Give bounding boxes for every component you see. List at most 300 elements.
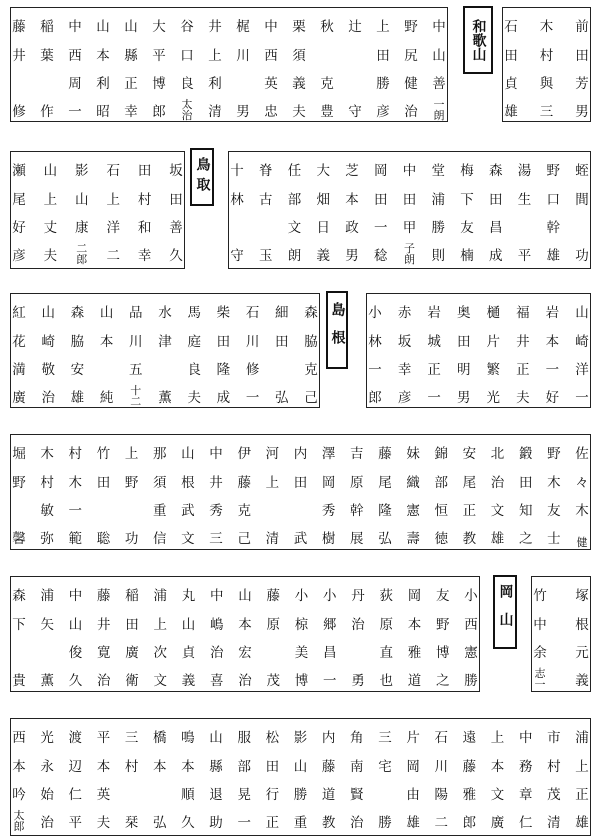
name-char: 柴	[216, 305, 231, 321]
name-char: 河	[265, 446, 280, 462]
name-char: 勝	[464, 673, 478, 689]
name-char: 錦	[434, 446, 448, 462]
name-char: 郎	[368, 390, 382, 406]
name-char: 上	[265, 475, 280, 491]
name-char: 平	[517, 248, 532, 264]
name-char: 太 治	[181, 98, 193, 122]
name-char: 雄	[546, 248, 560, 264]
name-char: 田	[456, 334, 471, 350]
name-char: 野	[436, 617, 450, 633]
name-char: 稲	[40, 19, 54, 35]
name-char: 伊	[237, 446, 251, 462]
name-char: 光	[486, 390, 501, 406]
name-char: 幸	[397, 362, 412, 378]
name-char: 南	[350, 759, 364, 775]
name-char: 行	[265, 787, 280, 803]
name-char: 友	[436, 588, 450, 604]
name-char: 森	[12, 588, 26, 604]
name-char: 渡	[68, 730, 83, 746]
name-char: 遠	[462, 730, 477, 746]
name-char: 根	[575, 617, 589, 633]
name-char: 岡	[374, 163, 388, 179]
name-char: 好	[12, 220, 26, 236]
name-char: 村	[68, 446, 83, 462]
name-char: 三	[539, 104, 554, 120]
name-char: 英	[96, 787, 111, 803]
name-char: 昌	[323, 645, 337, 661]
name-char: 村	[40, 475, 54, 491]
name-char: 男	[456, 390, 471, 406]
name-char: 治	[351, 617, 365, 633]
name-char: 影	[75, 163, 89, 179]
name-char: 貞	[504, 76, 518, 92]
name-char: 矢	[40, 617, 54, 633]
name-char: 森	[304, 305, 318, 321]
name-char: 久	[181, 815, 195, 831]
name-char: 義	[181, 673, 196, 689]
name-char: 夫	[43, 248, 58, 264]
name-char: 治	[490, 475, 505, 491]
name-char: 丹	[351, 588, 365, 604]
name-char: 岩	[545, 305, 560, 321]
name-char: 勝	[431, 220, 445, 236]
name-char: 男	[236, 104, 250, 120]
name-char: 間	[575, 192, 589, 208]
name-char: 一	[545, 362, 560, 378]
name-char: 田	[489, 192, 503, 208]
name-char: 幹	[546, 220, 560, 236]
name-char: 花	[12, 334, 26, 350]
name-char: 治	[210, 645, 224, 661]
name-char: 山	[575, 305, 589, 321]
name-char: 志 一	[534, 667, 546, 691]
name-char: 直	[379, 645, 393, 661]
name-char: 修	[12, 104, 26, 120]
name-char: 塚	[575, 588, 589, 604]
name-char: 川	[245, 334, 260, 350]
name-char: 康	[75, 220, 89, 236]
name-char: 古	[259, 192, 273, 208]
name-char: 庭	[187, 334, 201, 350]
name-char: 北	[490, 446, 505, 462]
name-char: 藤	[237, 475, 251, 491]
name-char: 樹	[321, 531, 336, 547]
name-char: 良	[180, 76, 194, 92]
name-char: 己	[237, 531, 251, 547]
name-char: 須	[292, 48, 306, 64]
name-char: 栞	[124, 815, 139, 831]
name-char: 永	[40, 759, 54, 775]
name-char: 廣	[490, 815, 505, 831]
name-char: 洋	[106, 220, 120, 236]
name-char: 功	[575, 248, 589, 264]
name-char: 克	[320, 76, 334, 92]
name-char: 博	[294, 673, 309, 689]
name-char: 本	[345, 192, 359, 208]
name-char: 安	[462, 446, 477, 462]
name-char: 順	[181, 787, 195, 803]
name-char: 津	[158, 334, 172, 350]
name-char: 樋	[486, 305, 501, 321]
name-char: 村	[124, 759, 139, 775]
name-char: 貞	[181, 645, 196, 661]
name-char: 品	[129, 305, 143, 321]
name-char: 山	[99, 305, 114, 321]
pref-label-tottori	[190, 148, 214, 206]
name-char: 井	[209, 475, 223, 491]
name-char: 野	[404, 19, 418, 35]
name-char: 善	[169, 220, 183, 236]
name-char: 椋	[294, 617, 309, 633]
name-char: 秀	[209, 503, 223, 519]
name-char: 林	[368, 334, 382, 350]
name-char: 一 朗	[433, 98, 445, 122]
name-char: 正	[427, 362, 441, 378]
name-char: 福	[516, 305, 530, 321]
name-char: 雄	[406, 815, 420, 831]
name-char: 森	[70, 305, 85, 321]
name-char: 士	[547, 531, 561, 547]
name-char: 村	[547, 759, 561, 775]
name-char: 美	[294, 645, 309, 661]
name-char: 三	[378, 730, 392, 746]
name-char: 尻	[404, 48, 418, 64]
name-char: 恒	[434, 503, 448, 519]
name-char: 利	[208, 76, 222, 92]
name-char: 岡	[407, 588, 422, 604]
name-char: 山	[432, 48, 446, 64]
name-char: 治	[238, 673, 252, 689]
name-char: 上	[153, 617, 167, 633]
name-char: 石	[504, 19, 518, 35]
name-char: 部	[287, 192, 302, 208]
name-char: 一	[68, 503, 83, 519]
name-char: 清	[208, 104, 222, 120]
name-char: 彦	[12, 248, 26, 264]
name-char: 廣	[125, 645, 139, 661]
name-char: 文	[181, 531, 195, 547]
name-char: 夫	[96, 815, 111, 831]
name-char: 薫	[40, 673, 54, 689]
name-char: 平	[68, 815, 83, 831]
name-char: 五	[129, 362, 143, 378]
name-char: 妹	[406, 446, 420, 462]
name-char: 一	[575, 390, 589, 406]
name-char: 口	[180, 48, 194, 64]
name-char: 須	[153, 475, 167, 491]
name-char: 郷	[323, 617, 337, 633]
name-char: 郎	[152, 104, 166, 120]
name-char: 服	[237, 730, 251, 746]
name-char: 文	[287, 220, 302, 236]
name-char: 坂	[397, 334, 412, 350]
name-char: 文	[490, 787, 505, 803]
name-char: 一	[323, 673, 337, 689]
name-char: 治	[404, 104, 418, 120]
name-char: 男	[575, 104, 589, 120]
name-char: 田	[402, 192, 417, 208]
name-char: 上	[124, 446, 139, 462]
name-char: 重	[153, 503, 167, 519]
name-char: 木	[68, 475, 83, 491]
name-char: 上	[376, 19, 390, 35]
name-char: 堀	[12, 446, 26, 462]
name-char: 和	[137, 220, 152, 236]
name-char: 晃	[237, 787, 251, 803]
name-char: 聡	[96, 531, 111, 547]
name-char: 秀	[321, 503, 336, 519]
name-char: 木	[547, 475, 561, 491]
name-char: 野	[546, 163, 560, 179]
name-char: 石	[245, 305, 260, 321]
name-char: 山	[68, 617, 83, 633]
name-char: 葉	[40, 48, 54, 64]
name-char: 明	[456, 362, 471, 378]
name-char: 竹	[533, 588, 547, 604]
name-char: 田	[376, 48, 390, 64]
name-char: 平	[152, 48, 166, 64]
name-char: 治	[350, 815, 364, 831]
name-char: 治	[41, 390, 55, 406]
name-char: 川	[434, 759, 448, 775]
name-char: 澤	[321, 446, 336, 462]
name-char: 井	[208, 19, 222, 35]
name-char: 幹	[350, 503, 364, 519]
name-char: 尾	[12, 192, 26, 208]
name-char: 嶋	[210, 617, 224, 633]
name-char: 郎	[462, 815, 477, 831]
name-char: 田	[275, 334, 289, 350]
name-char: 光	[40, 730, 54, 746]
name-char: 藤	[321, 759, 336, 775]
name-char: 清	[547, 815, 561, 831]
name-char: 田	[216, 334, 231, 350]
name-char: 敬	[41, 362, 55, 378]
name-char: 浦	[575, 730, 589, 746]
name-char: 石	[106, 163, 120, 179]
name-char: 寛	[97, 645, 111, 661]
name-char: 細	[275, 305, 289, 321]
name-char: 梶	[236, 19, 250, 35]
name-char: 久	[68, 673, 83, 689]
name-char: 一	[68, 104, 82, 120]
name-char: 山	[238, 588, 252, 604]
name-char: 梅	[460, 163, 474, 179]
name-char: 前	[575, 19, 589, 35]
pref-label-wakayama	[463, 6, 493, 74]
name-char: 武	[293, 531, 308, 547]
name-char: 本	[96, 48, 110, 64]
name-char: 尾	[462, 475, 477, 491]
name-char: 平	[96, 730, 111, 746]
name-char: 石	[434, 730, 448, 746]
name-char: 己	[304, 390, 318, 406]
name-char: 田	[265, 759, 280, 775]
name-char: 脊	[259, 163, 273, 179]
name-char: 中	[68, 19, 82, 35]
name-char: 章	[518, 787, 533, 803]
name-char: 馨	[12, 531, 26, 547]
name-char: 山	[124, 19, 138, 35]
name-char: 吉	[350, 446, 364, 462]
name-char: 守	[348, 104, 362, 120]
name-char: 満	[12, 362, 26, 378]
name-char: 那	[153, 446, 167, 462]
name-char: 勝	[376, 76, 390, 92]
name-char: 楠	[460, 248, 474, 264]
name-char: 三	[124, 730, 139, 746]
name-char: 丈	[43, 220, 58, 236]
name-char: 一	[245, 390, 260, 406]
name-char: 中	[402, 163, 417, 179]
name-char: 村	[137, 192, 152, 208]
name-char: 純	[99, 390, 114, 406]
name-char: 藤	[462, 759, 477, 775]
name-char: 吟	[12, 787, 26, 803]
name-char: 雅	[407, 645, 422, 661]
name-char: 井	[97, 617, 111, 633]
name-char: 武	[181, 503, 195, 519]
name-char: 功	[124, 531, 139, 547]
name-char: 木	[40, 446, 54, 462]
name-char: 市	[547, 730, 561, 746]
pref-label-text: 和歌山	[470, 19, 487, 61]
name-char: 中	[68, 588, 83, 604]
name-char: 西	[12, 730, 26, 746]
name-char: 西	[68, 48, 82, 64]
name-char: 朗	[287, 248, 302, 264]
name-char: 芝	[345, 163, 359, 179]
name-char: 道	[407, 673, 422, 689]
name-char: 助	[209, 815, 223, 831]
name-char: 夫	[516, 390, 530, 406]
name-char: 治	[97, 673, 111, 689]
name-char: 正	[462, 503, 477, 519]
name-char: 田	[169, 192, 183, 208]
name-char: 太 郎	[13, 809, 25, 833]
name-char: 橋	[153, 730, 167, 746]
name-char: 田	[374, 192, 388, 208]
name-char: 田	[518, 475, 533, 491]
name-char: 田	[125, 617, 139, 633]
name-char: 々	[575, 475, 589, 491]
name-char: 弥	[40, 531, 54, 547]
name-char: 一	[427, 390, 441, 406]
name-char: 崎	[575, 334, 589, 350]
name-char: 馬	[187, 305, 201, 321]
name-char: 中	[533, 617, 547, 633]
name-char: 由	[406, 787, 420, 803]
pref-label-okayama	[493, 575, 517, 649]
name-char: 洋	[575, 362, 589, 378]
name-char: 宏	[238, 645, 252, 661]
name-char: 水	[158, 305, 172, 321]
name-char: 文	[153, 673, 167, 689]
name-char: 善	[432, 76, 446, 92]
name-char: 成	[216, 390, 231, 406]
pref-label-text: 島根	[329, 302, 346, 358]
name-char: 佐	[575, 446, 589, 462]
name-char: 部	[434, 475, 448, 491]
name-char: 山	[43, 163, 58, 179]
pref-label-shimane	[326, 291, 348, 369]
name-char: 之	[436, 673, 450, 689]
name-char: 堂	[431, 163, 445, 179]
name-char: 山	[181, 446, 195, 462]
name-char: 本	[99, 334, 114, 350]
name-char: 博	[436, 645, 450, 661]
name-char: 上	[490, 730, 505, 746]
name-char: 本	[153, 759, 167, 775]
name-char: 森	[489, 163, 503, 179]
name-char: 一	[237, 815, 251, 831]
name-char: 西	[464, 617, 478, 633]
name-char: 政	[345, 220, 359, 236]
name-char: 治	[40, 815, 54, 831]
name-char: 憲	[406, 503, 420, 519]
name-char: 彦	[397, 390, 412, 406]
name-char: 藤	[97, 588, 111, 604]
name-char: 大	[316, 163, 330, 179]
name-char: 仁	[68, 787, 83, 803]
name-char: 雄	[504, 104, 518, 120]
name-char: 敏	[40, 503, 54, 519]
name-char: 本	[181, 759, 195, 775]
name-char: 鳴	[181, 730, 195, 746]
name-char: 藤	[266, 588, 280, 604]
name-char: 部	[237, 759, 251, 775]
name-char: 蛭	[575, 163, 589, 179]
name-char: 城	[427, 334, 441, 350]
name-char: 作	[40, 104, 54, 120]
name-char: 十	[230, 163, 244, 179]
name-char: 小	[323, 588, 337, 604]
name-char: 薫	[158, 390, 172, 406]
name-char: 弘	[378, 531, 392, 547]
name-char: 野	[547, 446, 561, 462]
name-char: 本	[545, 334, 560, 350]
name-char: 藤	[378, 446, 392, 462]
name-char: 昭	[96, 104, 110, 120]
name-char: 川	[129, 334, 143, 350]
name-char: 次	[153, 645, 167, 661]
name-char: 正	[575, 787, 589, 803]
name-char: 義	[575, 673, 589, 689]
name-char: 本	[12, 759, 26, 775]
name-char: 隆	[216, 362, 231, 378]
name-char: 忠	[264, 104, 278, 120]
name-char: 田	[137, 163, 152, 179]
name-char: 周	[68, 76, 82, 92]
name-char: 原	[379, 617, 393, 633]
name-char: 山	[209, 730, 223, 746]
name-char: 弘	[275, 390, 289, 406]
name-char: 赤	[397, 305, 412, 321]
name-char: 二	[434, 815, 448, 831]
name-char: 山	[293, 759, 308, 775]
name-char: 貴	[12, 673, 26, 689]
name-char: 片	[486, 334, 501, 350]
name-char: 瀬	[12, 163, 26, 179]
name-char: 雄	[70, 390, 85, 406]
name-char: 芳	[575, 76, 589, 92]
name-char: 下	[460, 192, 474, 208]
name-char: 藤	[12, 19, 26, 35]
name-char: 本	[238, 617, 252, 633]
name-char: 友	[547, 503, 561, 519]
name-char: 之	[518, 531, 533, 547]
name-char: 本	[490, 759, 505, 775]
